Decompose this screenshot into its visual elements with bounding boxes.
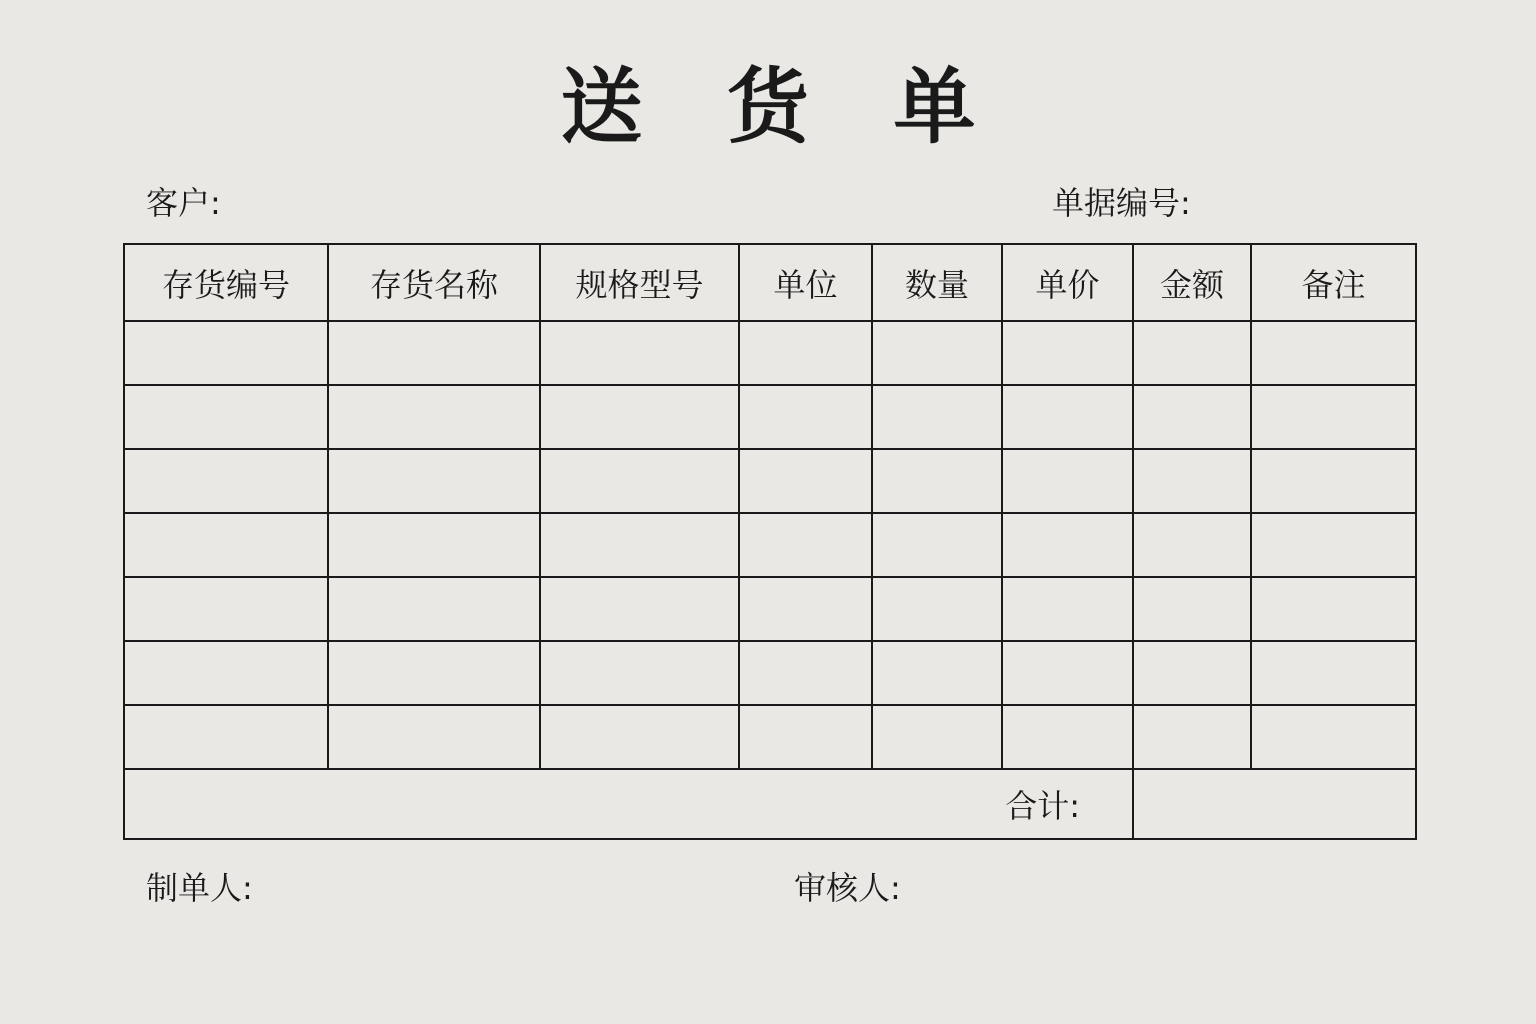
column-header-item-code: 存货编号 <box>124 244 328 321</box>
reviewed-by-label: 审核人: <box>794 869 901 907</box>
table-cell[interactable] <box>328 513 540 577</box>
table-cell[interactable] <box>1002 577 1133 641</box>
table-cell[interactable] <box>540 513 739 577</box>
table-row <box>124 577 1416 641</box>
table-row <box>124 513 1416 577</box>
table-cell[interactable] <box>1133 449 1251 513</box>
table-cell[interactable] <box>124 385 328 449</box>
table-cell[interactable] <box>739 577 872 641</box>
delivery-items-table <box>123 243 1417 840</box>
table-cell[interactable] <box>1251 321 1416 385</box>
table-header-row <box>124 244 1416 321</box>
table-cell[interactable] <box>124 705 328 769</box>
table-cell[interactable] <box>540 641 739 705</box>
table-cell[interactable] <box>1133 385 1251 449</box>
column-header-quantity: 数量 <box>872 244 1002 321</box>
table-cell[interactable] <box>328 705 540 769</box>
table-cell[interactable] <box>872 577 1002 641</box>
table-cell[interactable] <box>1133 705 1251 769</box>
table-cell[interactable] <box>1002 705 1133 769</box>
table-cell[interactable] <box>1251 641 1416 705</box>
table-row <box>124 705 1416 769</box>
table-cell[interactable] <box>872 705 1002 769</box>
table-cell[interactable] <box>1002 449 1133 513</box>
table-row <box>124 449 1416 513</box>
table-cell[interactable] <box>1002 385 1133 449</box>
table-cell[interactable] <box>328 641 540 705</box>
table-cell[interactable] <box>1133 321 1251 385</box>
table-cell[interactable] <box>1251 577 1416 641</box>
table-cell[interactable] <box>1251 513 1416 577</box>
table-cell[interactable] <box>1251 705 1416 769</box>
table-cell[interactable] <box>124 513 328 577</box>
table-cell[interactable] <box>739 513 872 577</box>
table-cell[interactable] <box>739 641 872 705</box>
table-cell[interactable] <box>328 321 540 385</box>
table-cell[interactable] <box>739 385 872 449</box>
table-cell[interactable] <box>872 385 1002 449</box>
column-header-unit: 单位 <box>739 244 872 321</box>
table-cell[interactable] <box>1133 513 1251 577</box>
table-cell[interactable] <box>872 321 1002 385</box>
column-header-remarks: 备注 <box>1251 244 1416 321</box>
table-cell[interactable] <box>1251 449 1416 513</box>
total-label: 合计: <box>124 769 1133 839</box>
table-row <box>124 321 1416 385</box>
table-cell[interactable] <box>328 577 540 641</box>
table-cell[interactable] <box>540 577 739 641</box>
table-cell[interactable] <box>124 577 328 641</box>
table-cell[interactable] <box>540 321 739 385</box>
column-header-amount: 金额 <box>1133 244 1251 321</box>
table-cell[interactable] <box>872 449 1002 513</box>
document-number-label: 单据编号: <box>1052 184 1191 222</box>
table-cell[interactable] <box>540 705 739 769</box>
column-header-spec-model: 规格型号 <box>540 244 739 321</box>
document-title: 送 货 单 <box>560 60 1004 155</box>
table-cell[interactable] <box>124 449 328 513</box>
table-row <box>124 641 1416 705</box>
table-cell[interactable] <box>124 641 328 705</box>
table-cell[interactable] <box>1133 641 1251 705</box>
customer-label: 客户: <box>146 184 221 222</box>
table-cell[interactable] <box>328 385 540 449</box>
table-cell[interactable] <box>1002 513 1133 577</box>
table-cell[interactable] <box>328 449 540 513</box>
table-cell[interactable] <box>872 513 1002 577</box>
total-row <box>124 769 1416 839</box>
prepared-by-label: 制单人: <box>146 869 253 907</box>
table-body <box>124 321 1416 769</box>
table-cell[interactable] <box>1002 641 1133 705</box>
table-cell[interactable] <box>1002 321 1133 385</box>
table-cell[interactable] <box>872 641 1002 705</box>
table-cell[interactable] <box>1133 577 1251 641</box>
table-cell[interactable] <box>124 321 328 385</box>
column-header-unit-price: 单价 <box>1002 244 1133 321</box>
total-value-cell[interactable] <box>1133 769 1416 839</box>
table-cell[interactable] <box>540 385 739 449</box>
table-cell[interactable] <box>739 705 872 769</box>
table-row <box>124 385 1416 449</box>
table-cell[interactable] <box>540 449 739 513</box>
column-header-item-name: 存货名称 <box>328 244 540 321</box>
table-cell[interactable] <box>739 321 872 385</box>
table-cell[interactable] <box>1251 385 1416 449</box>
table-cell[interactable] <box>739 449 872 513</box>
